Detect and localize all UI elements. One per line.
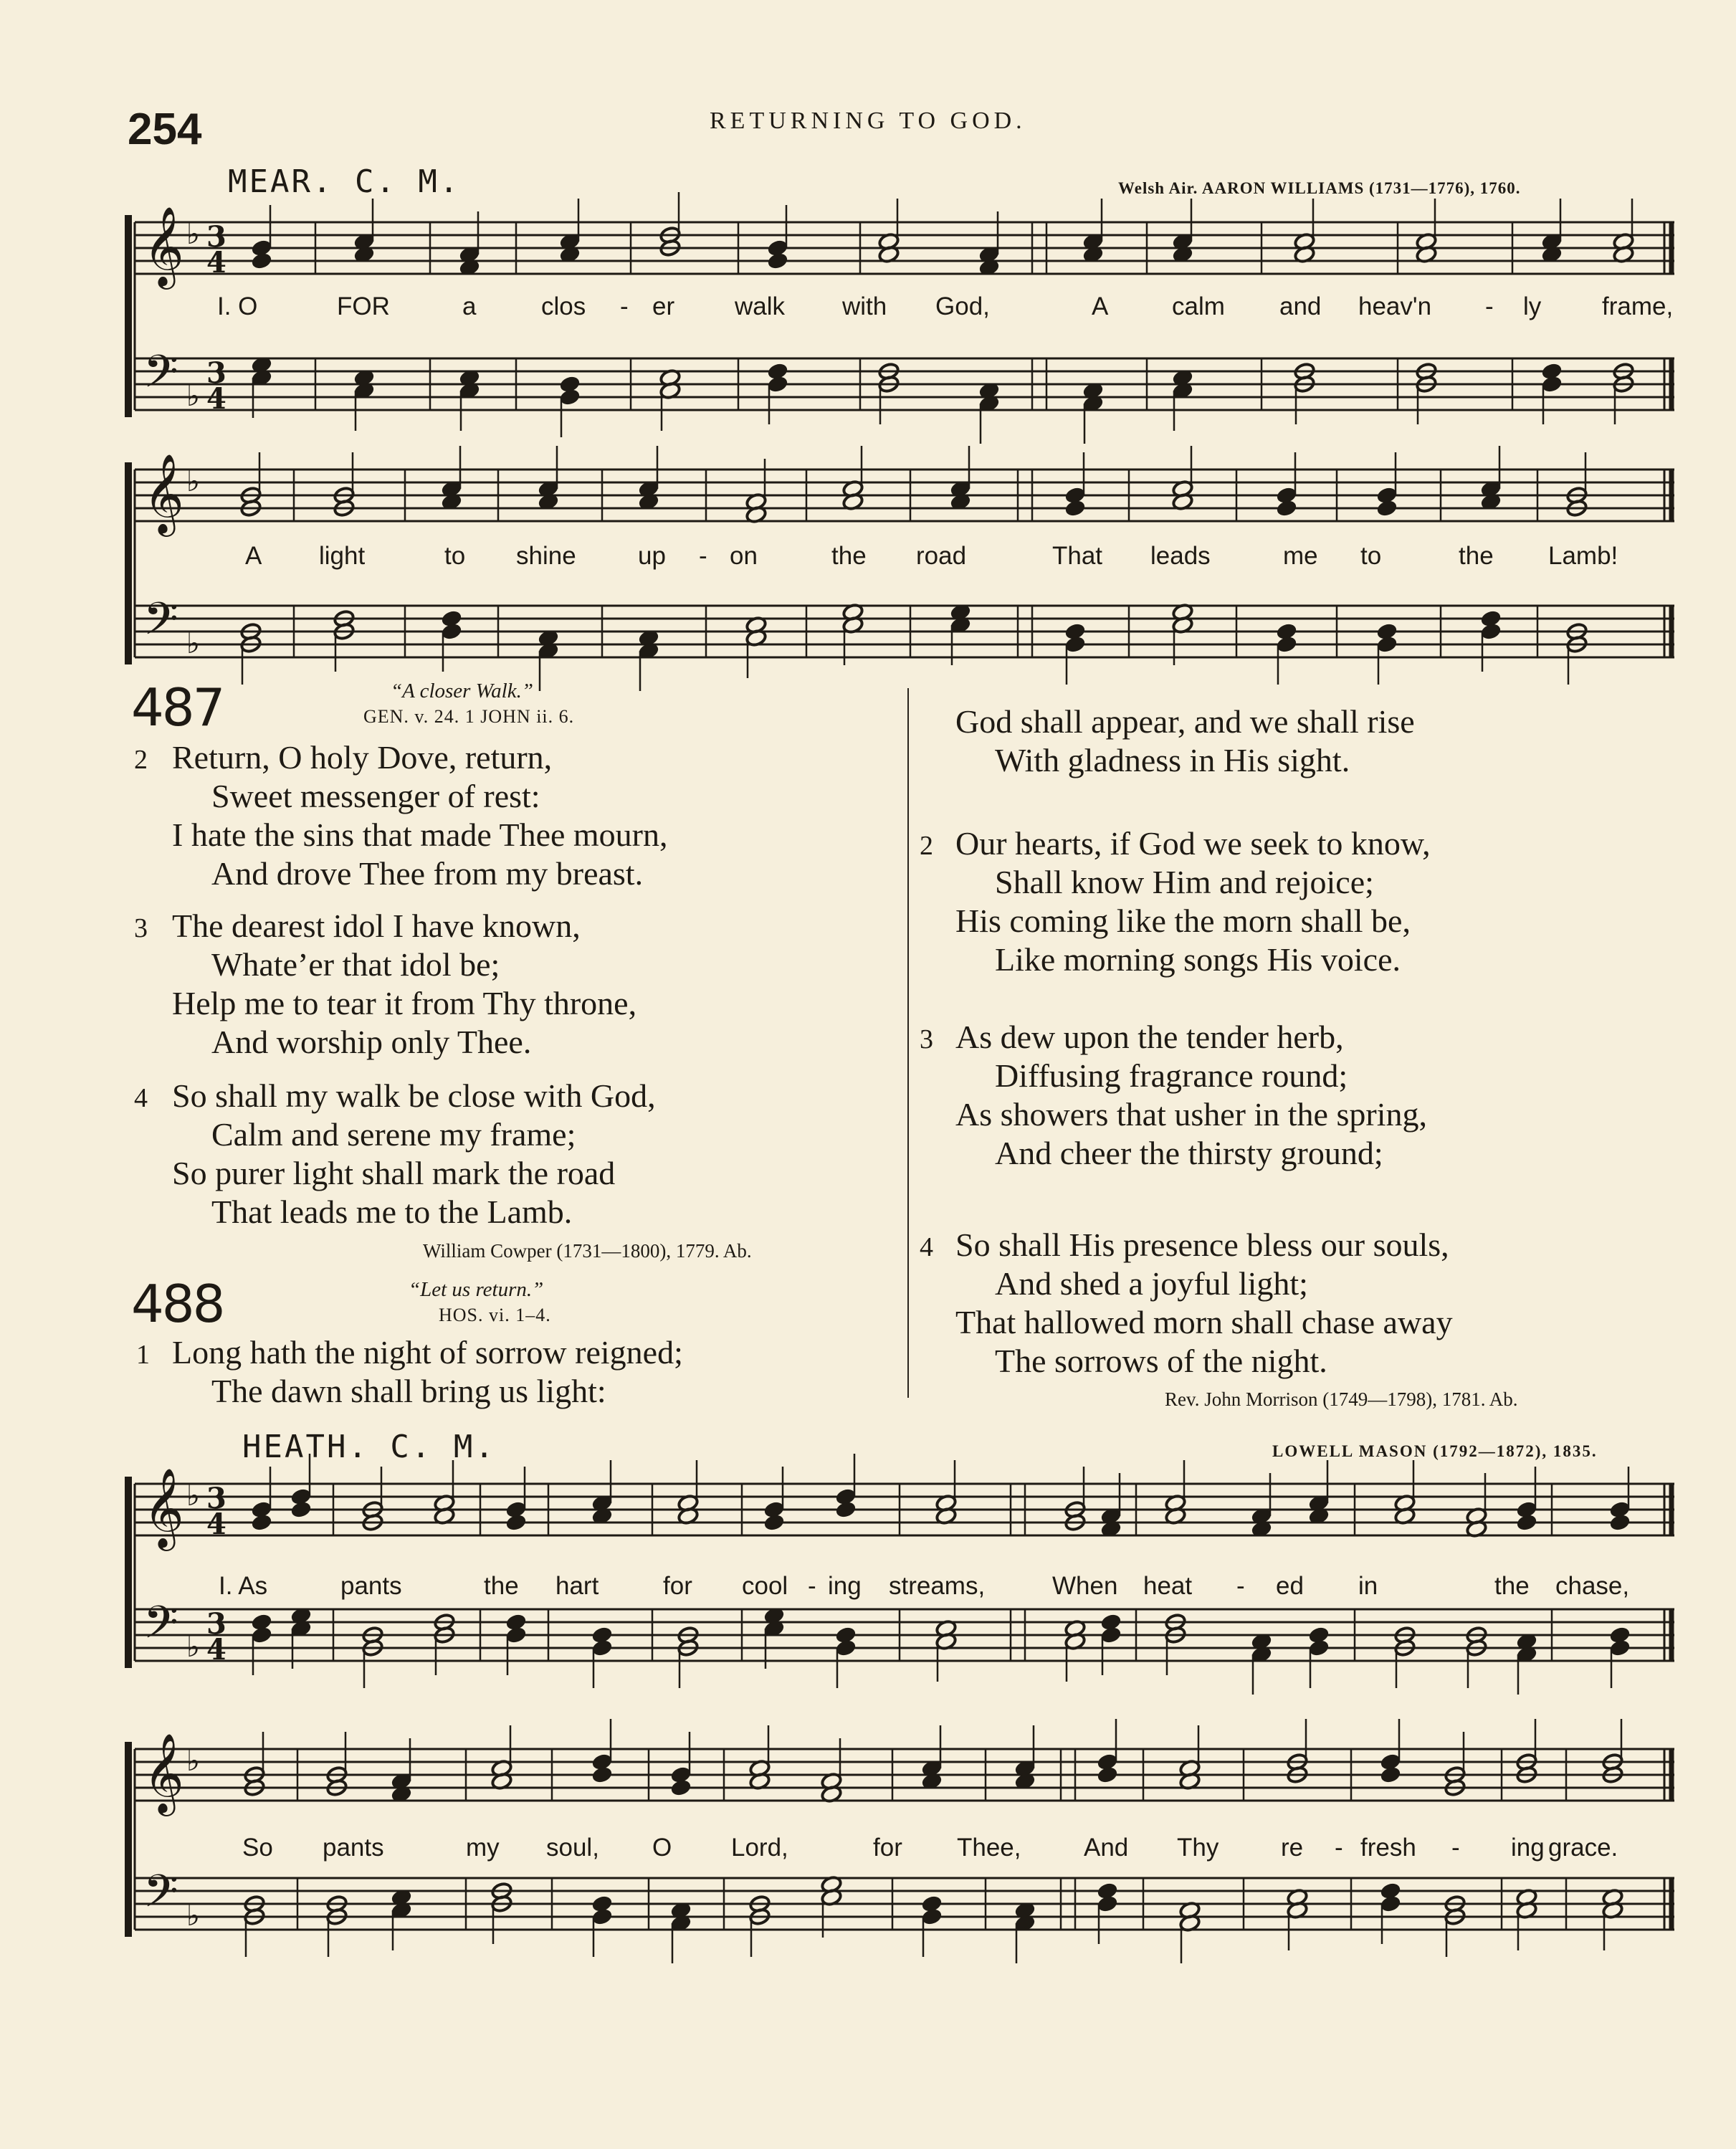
mear-system-1-treble-note <box>251 252 273 270</box>
hymn-number-487: 487 <box>131 677 224 738</box>
hymn-487-stanza-3-line: Help me to tear it from Thy throne, <box>172 985 637 1021</box>
lyric-heath-1-word: the <box>484 1572 519 1600</box>
hymn-488-stanza-3-line: And cheer the thirsty ground; <box>995 1135 1383 1171</box>
hymn-487-stanza-4-line: So shall my walk be close with God, <box>172 1077 656 1114</box>
lyric-mear-2-word: me <box>1283 542 1318 570</box>
mear-system-2-bass-clef: 𝄢 <box>143 592 178 656</box>
heath-system-2-brace <box>125 1742 132 1937</box>
heath-system-2-treble-note <box>1380 1766 1402 1784</box>
lyric-mear-2-word: the <box>1459 542 1494 570</box>
lyric-heath-2-word: And <box>1084 1834 1129 1862</box>
hymn-488-stanza-3-line: Diffusing fragrance round; <box>995 1057 1348 1094</box>
hymn-487-stanza-2-line: Sweet messenger of rest: <box>211 778 540 814</box>
lyric-mear-1-word: ly <box>1523 292 1542 320</box>
lyric-mear-1-word: heav'n <box>1358 292 1432 320</box>
lyric-heath-2-word: So <box>242 1834 273 1862</box>
lyric-heath-2-word: Thee, <box>957 1834 1021 1862</box>
hymn-488-stanza-1-line: God shall appear, and we shall rise <box>955 703 1415 740</box>
hymn-487-stanza-2-number: 2 <box>134 745 148 775</box>
running-head: RETURNING TO GOD. <box>710 108 1026 134</box>
tune-name-heath: HEATH. C. M. <box>242 1429 496 1465</box>
lyric-heath-2-word: O <box>652 1834 672 1862</box>
hymn-488-stanza-1-line: Long hath the night of sorrow reigned; <box>172 1334 683 1371</box>
heath-system-1-treble-note <box>835 1500 857 1519</box>
mear-system-2-treble-note <box>1276 499 1298 518</box>
lyric-mear-1-word: and <box>1279 292 1322 320</box>
lyric-mear-1-word: walk <box>735 292 786 320</box>
mear-system-1-treble-clef: 𝄞 <box>143 206 184 286</box>
lyric-mear-2-word: up <box>638 542 666 570</box>
attribution-487: William Cowper (1731—1800), 1779. Ab. <box>423 1240 752 1262</box>
heath-system-1-time-signature: 3 <box>206 1482 226 1515</box>
heath-system-2-bass-note <box>1380 1895 1402 1913</box>
heath-system-2-bass-note <box>591 1907 614 1926</box>
hymn-487-stanza-4-line: So purer light shall mark the road <box>172 1155 616 1191</box>
mear-system-2-bass-note <box>441 622 463 641</box>
heath-system-2-treble-clef: 𝄞 <box>143 1733 184 1813</box>
hymn-488-stanza-2-line: His coming like the morn shall be, <box>955 902 1411 939</box>
lyric-mear-1-word: er <box>652 292 675 320</box>
mear-system-2-brace <box>125 462 132 664</box>
mear-system-2-flat: ♭ <box>186 627 200 660</box>
hymn-487-stanza-4-line: Calm and serene my frame; <box>211 1116 576 1153</box>
lyric-mear-1-word: calm <box>1172 292 1225 320</box>
lyric-mear-2-word: light <box>319 542 366 570</box>
mear-system-1-flat: ♭ <box>186 380 200 413</box>
mear-system-1-brace <box>125 215 132 417</box>
lyric-mear-1-word: A <box>1092 292 1109 320</box>
heath-system-1-flat: ♭ <box>186 1479 200 1512</box>
lyric-heath-1-word: for <box>663 1572 692 1600</box>
hymn-487-stanza-2-line: And drove Thee from my breast. <box>211 855 644 892</box>
lyric-heath-2-word: Lord, <box>731 1834 788 1862</box>
lyric-heath-2-word: soul, <box>546 1834 599 1862</box>
heath-system-1-bass-note <box>505 1626 528 1644</box>
mear-system-1-bass-note <box>559 388 581 406</box>
heath-system-1-bass-note <box>591 1639 614 1657</box>
lyric-mear-2-word: A <box>245 542 262 570</box>
hymn-487-stanza-3-line: The dearest idol I have known, <box>172 907 581 944</box>
lyric-heath-2-word: my <box>466 1834 500 1862</box>
lyric-heath-2-word: re <box>1281 1834 1304 1862</box>
mear-system-2-treble-note <box>1376 499 1398 518</box>
lyric-mear-1-word: with <box>842 292 887 320</box>
hymn-reference-487: GEN. v. 24. 1 JOHN ii. 6. <box>363 706 575 727</box>
hymn-488-stanza-4-number: 4 <box>920 1232 933 1262</box>
lyric-heath-1-word: - <box>808 1572 816 1600</box>
lyric-mear-2-word: on <box>730 542 758 570</box>
hymn-487-stanza-3-line: And worship only Thee. <box>211 1024 532 1060</box>
lyric-heath-2-word: for <box>873 1834 902 1862</box>
page-number: 254 <box>128 105 202 154</box>
lyric-mear-2-word: to <box>1360 542 1382 570</box>
hymn-reference-488: HOS. vi. 1–4. <box>439 1305 551 1325</box>
hymn-488-stanza-2-number: 2 <box>920 831 933 861</box>
heath-system-1-treble-note <box>290 1500 313 1519</box>
lyric-mear-1-word: FOR <box>337 292 390 320</box>
lyric-mear-2-word: road <box>916 542 967 570</box>
attribution-488: Rev. John Morrison (1749—1798), 1781. Ab. <box>1165 1388 1518 1410</box>
lyric-mear-1-word: God, <box>935 292 990 320</box>
mear-system-1-time-signature: 4 <box>206 382 226 416</box>
lyric-heath-2-word: fresh <box>1360 1834 1416 1862</box>
heath-system-1-time-signature: 3 <box>206 1607 226 1641</box>
lyric-heath-1-word: pants <box>340 1572 402 1600</box>
lyric-heath-1-word: streams, <box>889 1572 986 1600</box>
hymn-487-stanza-2-line: I hate the sins that made Thee mourn, <box>172 816 668 853</box>
hymn-title-487: “A closer Walk.” <box>391 680 533 702</box>
mear-system-2-bass-note <box>1376 635 1398 654</box>
mear-system-2-bass-note <box>1480 622 1502 641</box>
heath-system-1-treble-note <box>505 1513 528 1532</box>
heath-system-1-brace <box>125 1477 132 1668</box>
heath-system-1-bass-note <box>1609 1639 1631 1657</box>
heath-system-1-bass-note <box>251 1626 273 1644</box>
mear-system-1-flat: ♭ <box>186 218 200 251</box>
lyric-heath-1-word: hart <box>555 1572 599 1600</box>
hymn-488-stanza-4-line: The sorrows of the night. <box>995 1343 1327 1379</box>
heath-system-2-flat: ♭ <box>186 1900 200 1933</box>
mear-system-2-bass-note <box>1064 635 1087 654</box>
column-divider <box>907 688 909 1398</box>
lyric-mear-2-word: the <box>831 542 867 570</box>
hymn-488-stanza-4-line: So shall His presence bless our souls, <box>955 1226 1449 1263</box>
mear-system-1-time-signature: 3 <box>206 220 226 254</box>
lyric-mear-1-word: - <box>1485 292 1494 320</box>
hymn-487-stanza-3-line: Whate’er that idol be; <box>211 946 500 983</box>
hymn-487-stanza-4-line: That leads me to the Lamb. <box>211 1193 573 1230</box>
heath-system-2-treble-note <box>591 1766 614 1784</box>
mear-system-1-bass-clef: 𝄢 <box>143 345 178 409</box>
lyric-heath-1-word: the <box>1494 1572 1530 1600</box>
hymn-487-stanza-4-number: 4 <box>134 1083 148 1113</box>
heath-system-1-time-signature: 4 <box>206 1633 226 1667</box>
lyric-heath-2-word: - <box>1335 1834 1343 1862</box>
hymn-488-stanza-2-line: Our hearts, if God we seek to know, <box>955 825 1431 862</box>
heath-system-1-bass-note <box>1308 1639 1330 1657</box>
lyric-heath-2-word: pants <box>323 1834 384 1862</box>
mear-system-1-bass-note <box>1541 375 1563 394</box>
heath-system-1-treble-note <box>251 1513 273 1532</box>
lyric-mear-2-word: shine <box>516 542 576 570</box>
hymn-number-488: 488 <box>131 1274 224 1334</box>
heath-system-1-treble-note <box>763 1513 786 1532</box>
heath-system-2-bass-note <box>1097 1895 1119 1913</box>
heath-system-2-treble-note <box>670 1778 692 1797</box>
lyric-heath-1-word: I. As <box>219 1572 268 1600</box>
lyric-heath-1-word: When <box>1052 1572 1118 1600</box>
hymn-488-stanza-3-line: As dew upon the tender herb, <box>955 1019 1344 1055</box>
hymn-488-stanza-4-line: That hallowed morn shall chase away <box>955 1304 1453 1340</box>
hymn-488-stanza-2-line: Like morning songs His voice. <box>995 941 1401 978</box>
lyric-heath-1-word: heat <box>1143 1572 1193 1600</box>
lyric-heath-1-word: ing <box>828 1572 862 1600</box>
mear-system-1-time-signature: 4 <box>206 246 226 280</box>
lyric-heath-2-word: - <box>1451 1834 1460 1862</box>
lyric-mear-2-word: to <box>444 542 466 570</box>
lyric-mear-1-word: clos <box>541 292 586 320</box>
lyric-heath-1-word: in <box>1358 1572 1378 1600</box>
hymn-488-stanza-4-line: And shed a joyful light; <box>995 1265 1308 1302</box>
hymn-488-stanza-3-line: As showers that usher in the spring, <box>955 1096 1427 1133</box>
lyric-heath-1-word: chase, <box>1555 1572 1630 1600</box>
heath-system-2-flat: ♭ <box>186 1745 200 1778</box>
heath-system-1-time-signature: 4 <box>206 1507 226 1541</box>
mear-system-2-bass-note <box>1276 635 1298 654</box>
mear-system-2-treble-clef: 𝄞 <box>143 453 184 533</box>
heath-system-2-bass-clef: 𝄢 <box>143 1864 178 1928</box>
hymn-title-488: “Let us return.” <box>409 1278 544 1301</box>
heath-system-1-bass-note <box>1100 1626 1122 1644</box>
heath-system-2-bass-note <box>921 1907 943 1926</box>
heath-system-1-flat: ♭ <box>186 1631 200 1664</box>
lyric-mear-1-word: I. O <box>217 292 258 320</box>
lyric-heath-2-word: ing <box>1511 1834 1545 1862</box>
hymn-487-stanza-3-number: 3 <box>134 913 148 943</box>
lyric-heath-2-word: grace. <box>1548 1834 1618 1862</box>
tune-name-mear: MEAR. C. M. <box>228 163 461 200</box>
heath-system-1-treble-note <box>1516 1513 1538 1532</box>
lyric-heath-2-word: Thy <box>1177 1834 1219 1862</box>
mear-system-1-time-signature: 3 <box>206 356 226 390</box>
mear-system-1-treble-note <box>767 252 789 270</box>
lyric-mear-1-word: a <box>462 292 477 320</box>
lyric-mear-1-word: - <box>620 292 629 320</box>
lyric-mear-1-word: frame, <box>1602 292 1674 320</box>
lyric-heath-1-word: cool <box>742 1572 788 1600</box>
lyric-mear-2-word: That <box>1052 542 1103 570</box>
lyric-mear-2-word: - <box>699 542 707 570</box>
lyric-mear-2-word: Lamb! <box>1548 542 1618 570</box>
hymn-488-stanza-1-number: 1 <box>136 1340 150 1370</box>
lyric-heath-1-word: ed <box>1276 1572 1304 1600</box>
heath-system-1-treble-clef: 𝄞 <box>143 1467 184 1548</box>
mear-system-2-treble-note <box>1064 499 1087 518</box>
heath-system-2-treble-note <box>1097 1766 1119 1784</box>
tune-credit-mear: Welsh Air. AARON WILLIAMS (1731—1776), 1760. <box>1118 179 1521 197</box>
hymn-487-stanza-2-line: Return, O holy Dove, return, <box>172 739 553 776</box>
hymn-488-stanza-1-line: The dawn shall bring us light: <box>211 1373 606 1409</box>
hymn-488-stanza-2-line: Shall know Him and rejoice; <box>995 864 1374 900</box>
hymn-488-stanza-1-line: With gladness in His sight. <box>995 742 1350 778</box>
mear-system-2-flat: ♭ <box>186 465 200 498</box>
tune-credit-heath: LOWELL MASON (1792—1872), 1835. <box>1272 1442 1598 1460</box>
lyric-mear-2-word: leads <box>1150 542 1211 570</box>
lyric-heath-1-word: - <box>1236 1572 1245 1600</box>
heath-system-1-bass-note <box>835 1639 857 1657</box>
mear-system-1-bass-note <box>767 375 789 394</box>
heath-system-1-bass-clef: 𝄢 <box>143 1596 178 1659</box>
hymn-488-stanza-3-number: 3 <box>920 1024 933 1054</box>
heath-system-1-treble-note <box>1609 1513 1631 1532</box>
